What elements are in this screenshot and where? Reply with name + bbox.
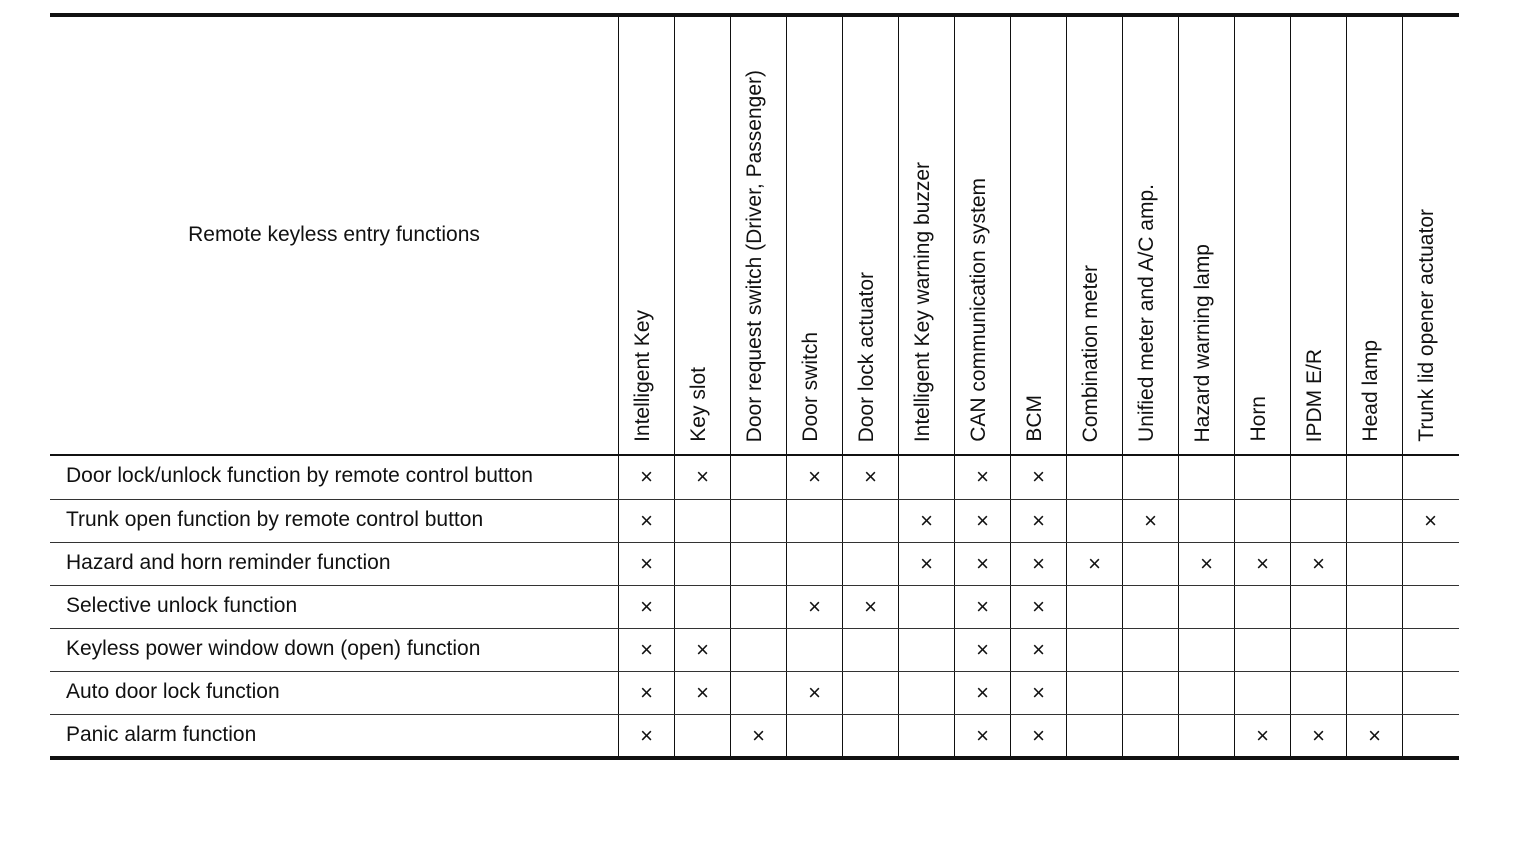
column-header-label: Unified meter and A/C amp. [1135, 184, 1158, 442]
empty-cell [1066, 500, 1122, 543]
column-header [842, 17, 898, 454]
check-mark-cell: × [1290, 715, 1346, 758]
table-row [50, 671, 1459, 714]
check-mark-cell: × [1010, 629, 1066, 672]
empty-cell [730, 629, 786, 672]
empty-cell [730, 586, 786, 629]
table-title: Remote keyless entry functions [188, 222, 480, 246]
column-header [1010, 17, 1066, 454]
empty-cell [1122, 456, 1178, 499]
check-mark-cell: × [842, 456, 898, 499]
empty-cell [1402, 715, 1458, 758]
empty-cell [1178, 629, 1234, 672]
check-mark-cell: × [786, 456, 842, 499]
check-mark-cell: × [954, 672, 1010, 715]
table-row [50, 714, 1459, 757]
check-mark-cell: × [674, 629, 730, 672]
check-mark-cell: × [730, 715, 786, 758]
column-header [786, 17, 842, 454]
empty-cell [842, 715, 898, 758]
empty-cell [674, 586, 730, 629]
column-header-label: Combination meter [1079, 264, 1102, 442]
check-mark-cell: × [1010, 543, 1066, 586]
check-mark-cell: × [1234, 543, 1290, 586]
empty-cell [1066, 586, 1122, 629]
check-mark-cell: × [842, 586, 898, 629]
empty-cell [786, 500, 842, 543]
check-mark-cell: × [1234, 715, 1290, 758]
column-header [1066, 17, 1122, 454]
check-mark-cell: × [898, 500, 954, 543]
empty-cell [1178, 715, 1234, 758]
empty-cell [898, 586, 954, 629]
empty-cell [1122, 586, 1178, 629]
column-header [1234, 17, 1290, 454]
empty-cell [1234, 629, 1290, 672]
empty-cell [898, 629, 954, 672]
column-header-label: CAN communication system [967, 178, 990, 442]
check-mark-cell: × [618, 500, 674, 543]
table-row [50, 585, 1459, 628]
row-label: Trunk open function by remote control button [66, 508, 484, 531]
empty-cell [1402, 456, 1458, 499]
check-mark-cell: × [786, 586, 842, 629]
check-mark-cell: × [954, 543, 1010, 586]
empty-cell [1402, 672, 1458, 715]
column-header-label: Intelligent Key [631, 310, 654, 442]
row-label: Panic alarm function [66, 723, 257, 746]
empty-cell [674, 715, 730, 758]
column-header [1178, 17, 1234, 454]
empty-cell [1290, 500, 1346, 543]
check-mark-cell: × [954, 500, 1010, 543]
check-mark-cell: × [674, 672, 730, 715]
empty-cell [786, 543, 842, 586]
column-header-label: Intelligent Key warning buzzer [911, 161, 934, 442]
empty-cell [1178, 500, 1234, 543]
empty-cell [1346, 456, 1402, 499]
column-header-label: Horn [1247, 396, 1270, 442]
table-row [50, 628, 1459, 671]
empty-cell [730, 672, 786, 715]
empty-cell [786, 715, 842, 758]
empty-cell [786, 629, 842, 672]
empty-cell [1234, 586, 1290, 629]
column-header-label: Head lamp [1359, 340, 1382, 442]
column-header-label: Trunk lid opener actuator [1415, 209, 1438, 442]
row-label: Selective unlock function [66, 594, 298, 617]
function-component-matrix [50, 13, 1459, 760]
empty-cell [1346, 543, 1402, 586]
empty-cell [1290, 672, 1346, 715]
empty-cell [842, 629, 898, 672]
empty-cell [1066, 456, 1122, 499]
empty-cell [1122, 543, 1178, 586]
table-row [50, 542, 1459, 585]
check-mark-cell: × [1290, 543, 1346, 586]
empty-cell [898, 715, 954, 758]
empty-cell [1290, 629, 1346, 672]
row-label: Door lock/unlock function by remote control button [66, 464, 533, 487]
check-mark-cell: × [618, 543, 674, 586]
table-row [50, 456, 1459, 499]
check-mark-cell: × [674, 456, 730, 499]
column-header-label: IPDM E/R [1303, 348, 1326, 442]
empty-cell [1178, 672, 1234, 715]
column-header [1402, 17, 1458, 454]
check-mark-cell: × [954, 456, 1010, 499]
empty-cell [1066, 629, 1122, 672]
check-mark-cell: × [1010, 586, 1066, 629]
row-label: Hazard and horn reminder function [66, 551, 391, 574]
column-header [898, 17, 954, 454]
check-mark-cell: × [1010, 500, 1066, 543]
empty-cell [730, 500, 786, 543]
check-mark-cell: × [618, 456, 674, 499]
column-header-label: Door lock actuator [855, 271, 878, 442]
empty-cell [1346, 500, 1402, 543]
empty-cell [1290, 586, 1346, 629]
column-header-label: Door switch [799, 332, 822, 442]
check-mark-cell: × [1066, 543, 1122, 586]
empty-cell [674, 543, 730, 586]
empty-cell [842, 500, 898, 543]
check-mark-cell: × [618, 586, 674, 629]
empty-cell [1346, 629, 1402, 672]
row-label: Keyless power window down (open) function [66, 637, 481, 660]
empty-cell [1066, 715, 1122, 758]
check-mark-cell: × [786, 672, 842, 715]
column-header [618, 17, 674, 454]
empty-cell [1122, 715, 1178, 758]
empty-cell [730, 456, 786, 499]
column-header-label: BCM [1023, 395, 1046, 442]
empty-cell [842, 543, 898, 586]
empty-cell [730, 543, 786, 586]
check-mark-cell: × [618, 715, 674, 758]
empty-cell [1122, 629, 1178, 672]
column-header [1346, 17, 1402, 454]
check-mark-cell: × [1122, 500, 1178, 543]
empty-cell [1234, 500, 1290, 543]
table-row [50, 499, 1459, 542]
empty-cell [1402, 543, 1458, 586]
check-mark-cell: × [1010, 456, 1066, 499]
table-header [50, 17, 1459, 456]
column-header-label: Key slot [687, 367, 710, 442]
empty-cell [1234, 456, 1290, 499]
empty-cell [1402, 629, 1458, 672]
empty-cell [1234, 672, 1290, 715]
empty-cell [1066, 672, 1122, 715]
empty-cell [1178, 456, 1234, 499]
column-header-label: Door request switch (Driver, Passenger) [743, 69, 766, 442]
empty-cell [842, 672, 898, 715]
empty-cell [1122, 672, 1178, 715]
empty-cell [674, 500, 730, 543]
empty-cell [898, 456, 954, 499]
check-mark-cell: × [1010, 715, 1066, 758]
check-mark-cell: × [954, 629, 1010, 672]
check-mark-cell: × [1346, 715, 1402, 758]
column-header [730, 17, 786, 454]
check-mark-cell: × [954, 586, 1010, 629]
empty-cell [898, 672, 954, 715]
check-mark-cell: × [898, 543, 954, 586]
check-mark-cell: × [1010, 672, 1066, 715]
check-mark-cell: × [1402, 500, 1458, 543]
empty-cell [1178, 586, 1234, 629]
column-header [1290, 17, 1346, 454]
check-mark-cell: × [1178, 543, 1234, 586]
column-header [1122, 17, 1178, 454]
row-label: Auto door lock function [66, 680, 280, 703]
empty-cell [1290, 456, 1346, 499]
column-header-label: Hazard warning lamp [1191, 243, 1214, 442]
check-mark-cell: × [618, 672, 674, 715]
empty-cell [1402, 586, 1458, 629]
table-title-cell [50, 17, 618, 454]
check-mark-cell: × [618, 629, 674, 672]
column-header [674, 17, 730, 454]
empty-cell [1346, 672, 1402, 715]
column-header [954, 17, 1010, 454]
check-mark-cell: × [954, 715, 1010, 758]
empty-cell [1346, 586, 1402, 629]
